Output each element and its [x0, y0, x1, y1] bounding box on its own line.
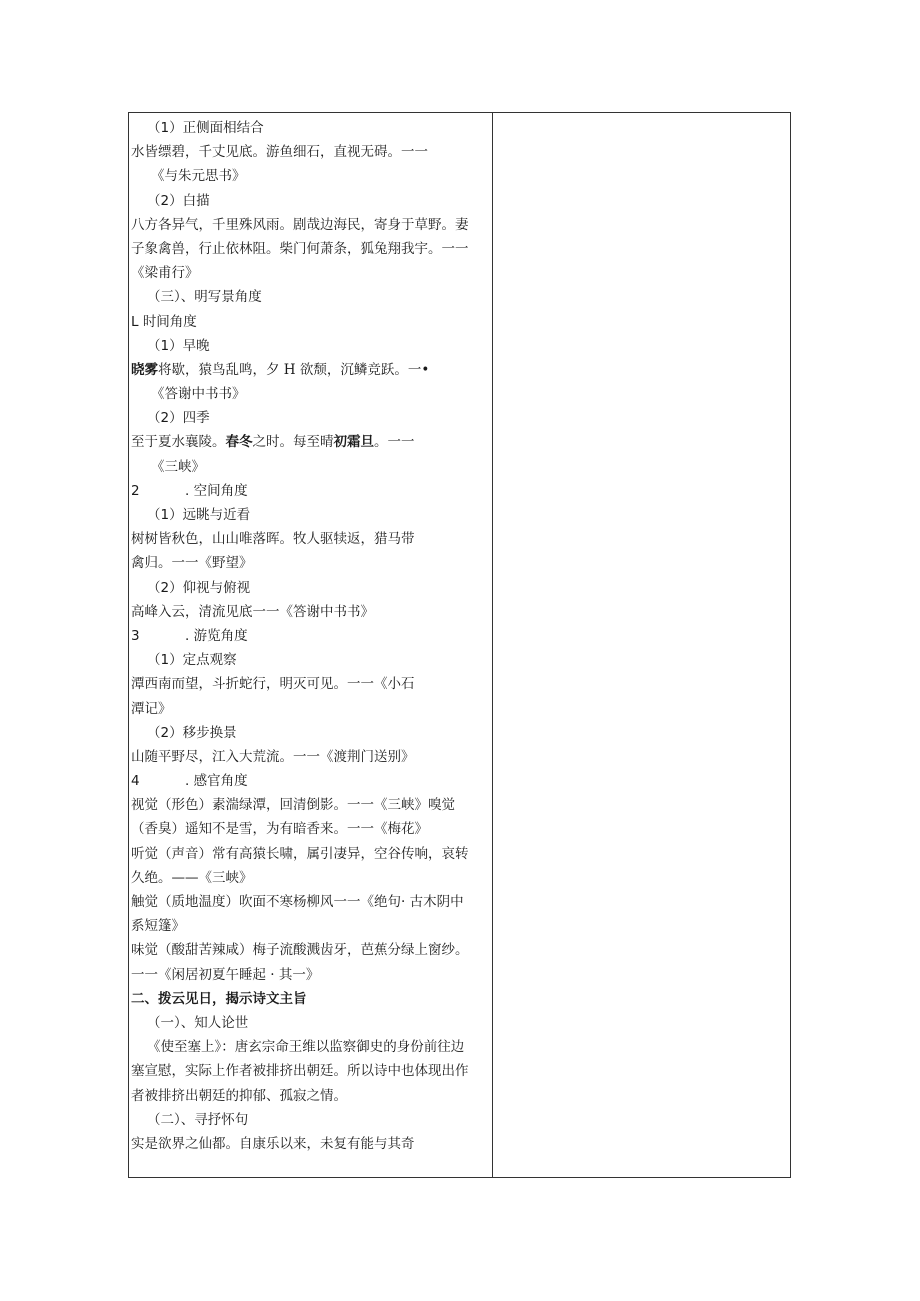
text-line: 《使至塞上》：唐玄宗命王维以监察御史的身份前往边	[147, 1039, 465, 1056]
text-line: 潭西南而望，斗折蛇行，明灭可见。一一《小石	[131, 676, 415, 693]
text-line: 久绝。——《三峡》	[131, 869, 253, 886]
text-line: （香臭）遥知不是雪，为有暗香来。一一《梅花》	[131, 821, 428, 838]
text-line: 视觉（形色）素湍绿潭，回清倒影。一一《三峡》嗅觉	[131, 797, 455, 814]
text-line: 子象禽兽，行止依林阻。柴门何萧条，狐兔翔我宇。一一	[131, 240, 469, 257]
text-line: 《三峡》	[151, 458, 205, 475]
section-number: 3	[131, 627, 140, 644]
text-line: 八方各异气，千里殊风雨。剧哉边海民，寄身于草野。妻	[131, 216, 469, 233]
text-line: 《答谢中书书》	[151, 386, 246, 403]
section-number: 4	[131, 773, 140, 790]
text-line: 《与朱元思书》	[151, 168, 246, 185]
section-title: . 感官角度	[185, 773, 248, 790]
bold-phrase: 晓雾	[131, 361, 158, 378]
text-line: 触觉（质地温度）吹面不寒杨柳风一一《绝句· 古木阴中	[131, 894, 464, 910]
left-column	[131, 116, 491, 1156]
bold-phrase: 初霜旦	[333, 434, 374, 451]
text-line: 系短篷》	[131, 918, 185, 935]
bold-phrase: 春冬	[225, 434, 253, 451]
text-span: 。一一	[374, 434, 415, 451]
text-line: 一一《闲居初夏午睡起 · 其一》	[131, 966, 320, 983]
text-line: 塞宣慰，实际上作者被排挤出朝廷。所以诗中也体现出作	[131, 1063, 469, 1080]
subheading: （1）早晚	[147, 337, 210, 354]
subheading: （2）白描	[147, 192, 210, 209]
section-heading	[131, 769, 491, 793]
subheading: （2）仰视与俯视	[147, 579, 251, 596]
section-heading: 二、拨云见日，揭示诗文主旨	[131, 990, 307, 1007]
text-line: 潭记》	[131, 700, 172, 717]
section-title: . 空间角度	[185, 482, 248, 499]
section-title: . 游览角度	[185, 627, 248, 644]
text-span: 之时。每至晴	[252, 434, 334, 451]
text-line: 味觉（酸甜苦辣咸）梅子流酸溅齿牙，芭蕉分绿上窗纱。	[131, 942, 469, 959]
text-line	[131, 358, 491, 382]
section-heading	[131, 624, 491, 648]
text-line: 者被排挤出朝廷的抑郁、孤寂之情。	[131, 1087, 347, 1104]
section-heading: L 时间角度	[131, 313, 197, 330]
text-line: 山随平野尽，江入大荒流。一一《渡荆门送别》	[131, 748, 415, 765]
text-line	[131, 430, 491, 454]
content-table	[128, 112, 791, 1178]
text-span: 将歇，猿鸟乱鸣，夕 H 欲颓，沉鳞竞跃。一•	[158, 361, 430, 378]
text-line: 高峰入云，清流见底一一《答谢中书书》	[131, 603, 374, 620]
subheading: （1）正侧面相结合	[147, 120, 264, 136]
subheading: （2）四季	[147, 410, 210, 427]
text-span: 至于夏水襄陵。	[131, 434, 226, 451]
text-line: 听觉（声音）常有高猿长啸，属引凄异，空谷传响，哀转	[131, 845, 469, 862]
subheading: （一）、知人论世	[147, 1014, 249, 1031]
text-line: 实是欲界之仙都。自康乐以来，未复有能与其奇	[131, 1135, 415, 1152]
text-line: 禽归。一一《野望》	[131, 555, 253, 572]
subheading: （1）定点观察	[147, 652, 237, 669]
text-line: 《梁甫行》	[131, 265, 199, 282]
text-line: 水皆缥碧，千丈见底。游鱼细石，直视无碍。一一	[131, 144, 428, 161]
section-heading	[131, 479, 491, 503]
section-number: 2	[131, 482, 140, 499]
subheading: （1）远眺与近看	[147, 507, 251, 523]
subheading: （2）移步换景	[147, 724, 237, 741]
text-line: 树树皆秋色，山山唯落晖。牧人驱犊返，猎马带	[131, 531, 415, 548]
section-heading: （三）、明写景角度	[147, 289, 262, 306]
column-divider	[492, 113, 493, 1177]
subheading: （二）、寻抒怀句	[147, 1111, 249, 1128]
